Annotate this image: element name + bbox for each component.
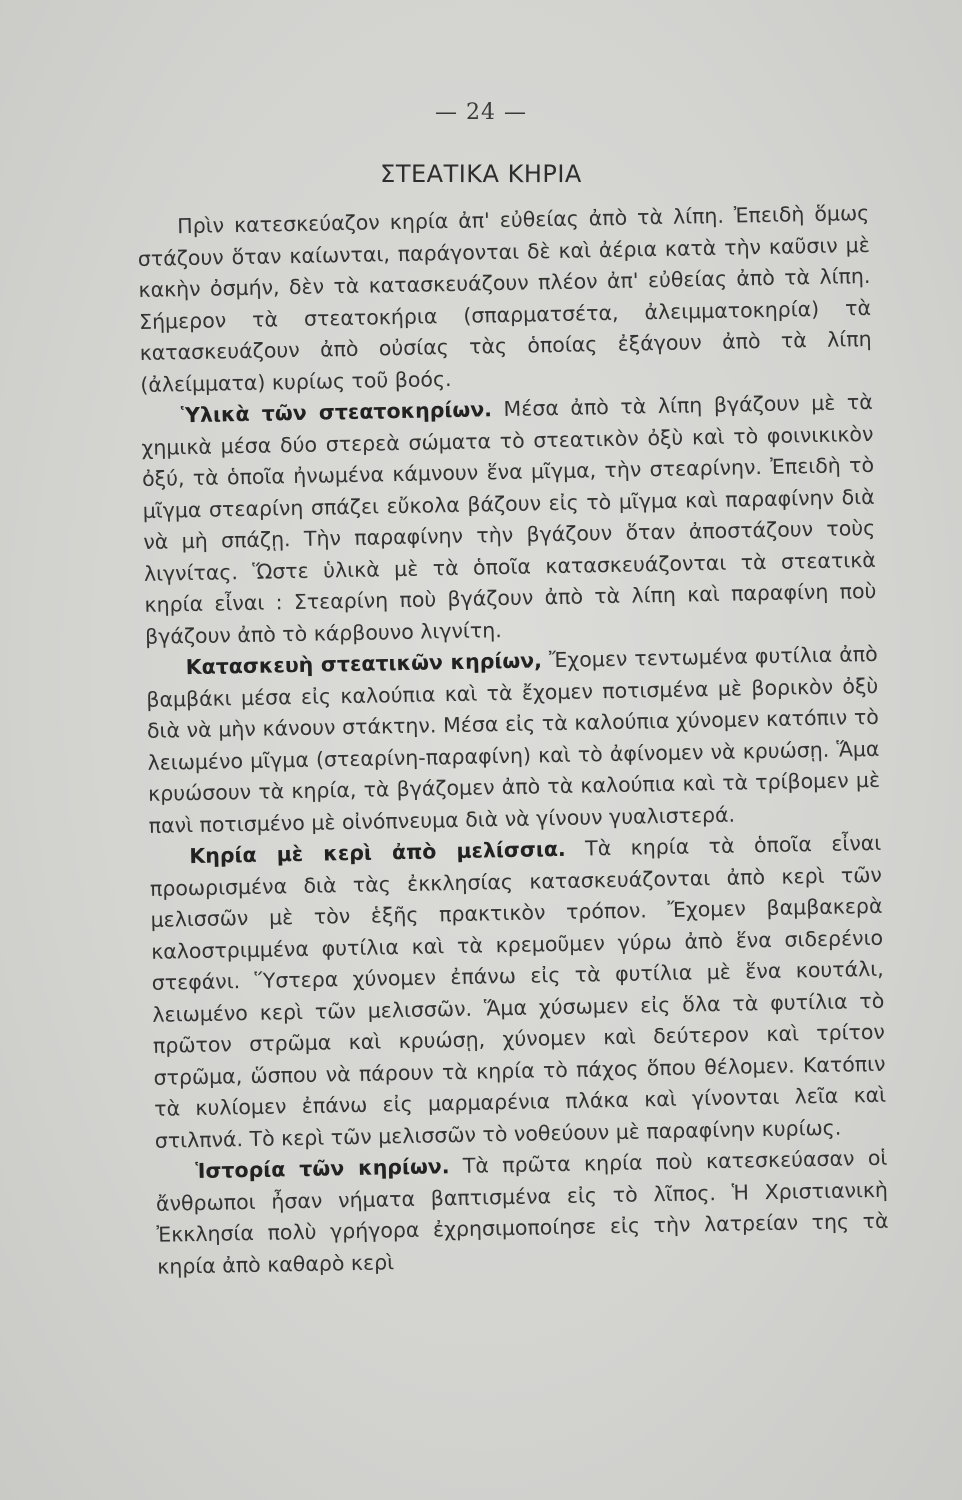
page-title: ΣΤΕΑΤΙΚΑ ΚΗΡΙΑ <box>380 160 582 188</box>
paragraph-beeswax-text: Τὰ κηρία τὰ ὁποῖα εἶναι προωρισμένα διὰ τὰς ἐκκλησίας κατασκευάζονται ἀπὸ κερὶ τῶν μελισσῶν μὲ τὸν ἑξῆς πρακτικὸν τρόπον. Ἔχομεν βαμβακερὰ καλοστριμμένα φυτίλια καὶ τὰ κρεμοῦμεν γύρω ἀπὸ ἕνα σιδερένιο στεφάνι. Ὕστερα χύνομεν ἐπάνω εἰς τὰ φυτίλια μὲ ἕνα κουτάλι, λειωμένο κερὶ τῶν μελισσῶν. Ἅμα χύσωμεν εἰς ὅλα τὰ φυτίλια τὸ πρῶτον στρῶμα καὶ κρυώσῃ, χύνομεν καὶ δεύτερον καὶ τρίτον στρῶμα, ὥσπου νὰ πάρουν τὰ κηρία τὸ πάχος ὅπου θέλομεν. Κατόπιν τὰ κυλίομεν ἐπάνω εἰς μαρμαρένια πλάκα καὶ γίνονται λεῖα καὶ στιλπνά. Τὸ κερὶ τῶν μελισσῶν τὸ νοθεύουν μὲ παραφίνην κυρίως. <box>149 830 887 1153</box>
paragraph-intro-text: Πρὶν κατεσκεύαζον κηρία ἀπ' εὐθείας ἀπὸ τὰ λίπη. Ἐπειδὴ ὅμως στάζουν ὅταν καίωνται, παράγονται δὲ καὶ ἀέρια κατὰ τὴν καῦσιν μὲ κακὴν ὀσμήν, δὲν τὰ κατασκευάζουν πλέον ἀπ' εὐθείας ἀπὸ τὰ λίπη. Σήμερον τὰ στεατοκήρια (σπαρματσέτα, ἀλειμματοκηρία) τὰ κατασκευάζουν ἀπὸ οὐσίας τὰς ὁποίας ἐξάγουν ἀπὸ τὰ λίπη (ἀλείμματα) κυρίως τοῦ βοός. <box>137 200 872 397</box>
paragraph-manufacture <box>145 639 880 842</box>
paragraph-materials-text: Μέσα ἀπὸ τὰ λίπη βγάζουν μὲ τὰ χημικὰ μέσα δύο στερεὰ σώματα τὸ στεατικὸν ὀξὺ καὶ τὸ φοινικικὸν ὀξύ, τὰ ὁποῖα ἠνωμένα κάμνουν ἕνα μῖγμα, τὴν στεαρίνην. Ἐπειδὴ τὸ μῖγμα στεαρίνη σπάζει εὔκολα βάζουν εἰς τὸ μῖγμα καὶ παραφίνην διὰ νὰ μὴ σπάζῃ. Τὴν παραφίνην τὴν βγάζουν ὅταν ἀποστάζουν τοὺς λιγνίτας. Ὥστε ὑλικὰ μὲ τὰ ὁποῖα κατασκευάζονται τὰ στεατικὰ κηρία εἶναι : Στεαρίνη ποὺ βγάζουν ἀπὸ τὰ λίπη καὶ παραφίνη ποὺ βγάζουν ἀπὸ τὸ κάρβουνο λιγνίτη. <box>141 389 877 649</box>
paragraph-history-heading: Ἱστορία τῶν κηρίων. <box>195 1154 450 1184</box>
paragraph-beeswax-heading: Κηρία μὲ κερὶ ἀπὸ μελίσσια. <box>189 836 566 869</box>
paragraph-manufacture-heading: Κατασκευὴ στεατικῶν κηρίων, <box>185 648 543 680</box>
page-number: — 24 — <box>435 100 527 125</box>
paragraph-materials-heading: Ὑλικὰ τῶν στεατοκηρίων. <box>180 397 493 428</box>
paragraph-beeswax <box>149 828 887 1157</box>
paragraph-history-text: Τὰ πρῶτα κηρία ποὺ κατεσκεύασαν οἱ ἄνθρωποι ἦσαν νήματα βαπτισμένα εἰς τὸ λῖπος. Ἡ Χριστιανικὴ Ἐκκλησία πολὺ γρήγορα ἐχρησιμοποίησε εἰς τὴν λατρείαν της τὰ κηρία ἀπὸ καθαρὸ κερὶ <box>155 1145 889 1279</box>
paragraph-history <box>155 1143 889 1283</box>
body-text <box>137 198 889 1283</box>
paragraph-materials <box>141 387 878 653</box>
paragraph-intro <box>137 198 872 401</box>
paragraph-manufacture-text: Ἔχομεν τεντωμένα φυτίλια ἀπὸ βαμβάκι μέσα εἰς καλούπια καὶ τὰ ἔχομεν ποτισμένα μὲ βορικὸν ὀξὺ διὰ νὰ μὴν κάνουν στάκτην. Μέσα εἰς τὰ καλούπια χύνομεν κατόπιν τὸ λειωμένο μῖγμα (στεαρίνη-παραφίνη) καὶ τὸ ἀφίνομεν νὰ κρυώσῃ. Ἅμα κρυώσουν τὰ κηρία, τὰ βγάζομεν ἀπὸ τὰ καλούπια καὶ τὰ τρίβομεν μὲ πανὶ ποτισμένο μὲ οἰνόπνευμα διὰ νὰ γίνουν γυαλιστερά. <box>146 641 881 838</box>
